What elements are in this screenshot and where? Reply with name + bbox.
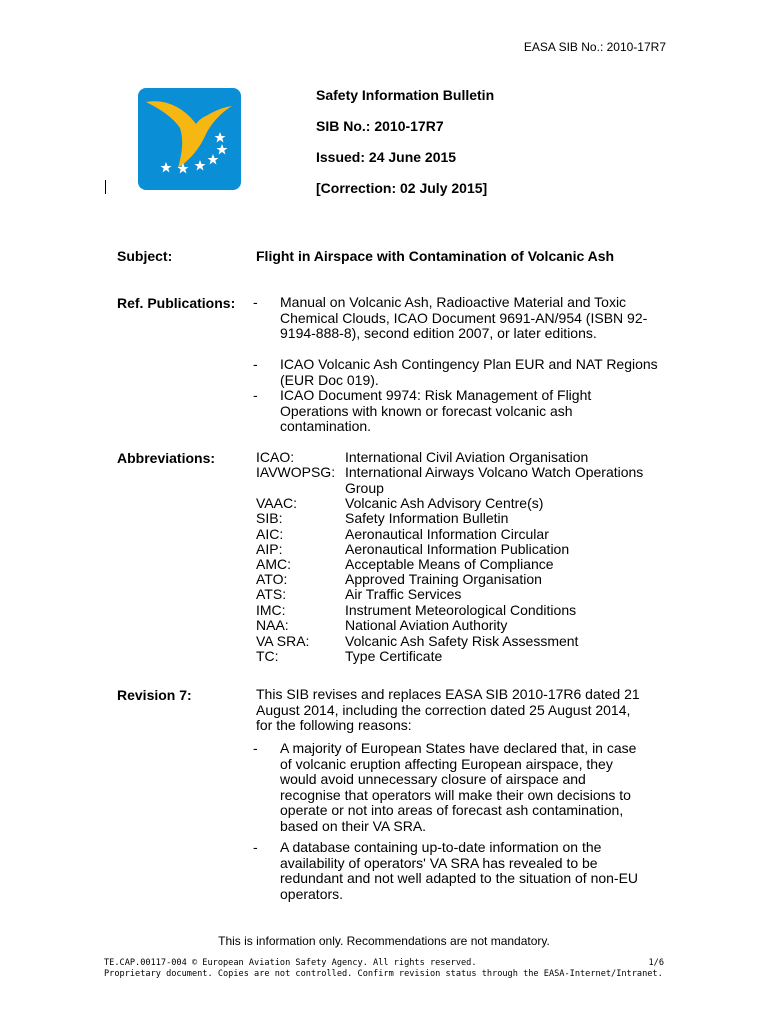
abbrev-value: Instrument Meteorological Conditions: [345, 602, 577, 618]
text-cursor: [105, 180, 106, 194]
revision-dash: -: [253, 740, 258, 756]
footer-proprietary: Proprietary document. Copies are not controlled. Confirm revision status through the EASA-Internet/Intranet.: [104, 969, 663, 979]
abbrev-key: NAA:: [256, 617, 289, 633]
abbrev-key: TC:: [256, 648, 279, 664]
easa-logo: [138, 88, 241, 190]
abbrev-key: ATS:: [256, 586, 287, 602]
bulletin-title: Safety Information Bulletin: [316, 87, 495, 103]
abbrev-key: AMC:: [256, 556, 291, 572]
ref-dash: -: [253, 294, 258, 310]
ref-dash: -: [253, 387, 258, 403]
footer-text: [104, 958, 663, 980]
ref-item: Manual on Volcanic Ash, Radioactive Material and Toxic Chemical Clouds, ICAO Document 9691-AN/954 (ISBN 92-9194-888-8), second edition 2007, or later editions.: [280, 294, 648, 341]
abbrev-value: Acceptable Means of Compliance: [345, 556, 554, 572]
ref-dash: -: [253, 356, 258, 372]
ref-item: ICAO Document 9974: Risk Management of Flight Operations with known or forecast volcanic ash contamination.: [280, 387, 592, 434]
abbrev-value: Volcanic Ash Safety Risk Assessment: [345, 633, 579, 649]
abbrev-value: National Aviation Authority: [345, 617, 508, 633]
abbrev-key: IMC:: [256, 602, 286, 618]
correction-date: [Correction: 02 July 2015]: [316, 180, 488, 196]
disclaimer-note: This is information only. Recommendations are not mandatory.: [218, 934, 550, 948]
abbrev-key: VA SRA:: [256, 633, 310, 649]
abbrev-value: Safety Information Bulletin: [345, 510, 509, 526]
abbrev-value: Air Traffic Services: [345, 586, 462, 602]
ref-item: ICAO Volcanic Ash Contingency Plan EUR and NAT Regions (EUR Doc 019).: [280, 356, 658, 388]
abbrev-key: ATO:: [256, 571, 288, 587]
subject-label: Subject:: [117, 248, 173, 264]
issue-date: Issued: 24 June 2015: [316, 149, 457, 165]
abbrev-value: International Civil Aviation Organisation: [345, 449, 589, 465]
revision-bullet: A majority of European States have declared that, in case of volcanic eruption affecting European airspace, they would avoid unnecessary closure of airspace and recognise that operators will make their own decisions to operate or not into areas of forecast ash contamination, based on their VA SRA.: [280, 740, 637, 834]
abbrev-value: Volcanic Ash Advisory Centre(s): [345, 495, 544, 511]
abbrev-key: VAAC:: [256, 495, 297, 511]
abbrev-value: Aeronautical Information Circular: [345, 526, 549, 542]
bird-stars-icon: [138, 88, 241, 190]
abbrev-key: AIC:: [256, 526, 284, 542]
abbrev-value: International Airways Volcano Watch Operations Group: [345, 464, 644, 496]
ref-publications-label: Ref. Publications:: [117, 295, 236, 311]
revision-intro: This SIB revises and replaces EASA SIB 2010-17R6 dated 21 August 2014, including the correction dated 25 August 2014, for the following reasons:: [256, 686, 640, 733]
revision-dash: -: [253, 839, 258, 855]
revision-label: Revision 7:: [117, 687, 192, 703]
page-number: 1/6: [648, 958, 664, 968]
abbrev-value: Approved Training Organisation: [345, 571, 542, 587]
abbrev-key: IAVWOPSG:: [256, 464, 336, 480]
subject-value: Flight in Airspace with Contamination of Volcanic Ash: [256, 248, 615, 264]
abbreviations-label: Abbreviations:: [117, 450, 216, 466]
abbrev-value: Aeronautical Information Publication: [345, 541, 570, 557]
abbrev-key: SIB:: [256, 510, 283, 526]
abbrev-key: ICAO:: [256, 449, 295, 465]
header-sib-ref: EASA SIB No.: 2010-17R7: [523, 40, 666, 54]
revision-bullet: A database containing up-to-date information on the availability of operators' VA SRA has revealed to be redundant and not well adapted to the situation of non-EU operators.: [280, 839, 639, 902]
sib-number: SIB No.: 2010-17R7: [316, 118, 444, 134]
footer-copyright: TE.CAP.00117-004 © European Aviation Safety Agency. All rights reserved.: [104, 958, 477, 968]
abbrev-key: AIP:: [256, 541, 283, 557]
abbrev-value: Type Certificate: [345, 648, 443, 664]
